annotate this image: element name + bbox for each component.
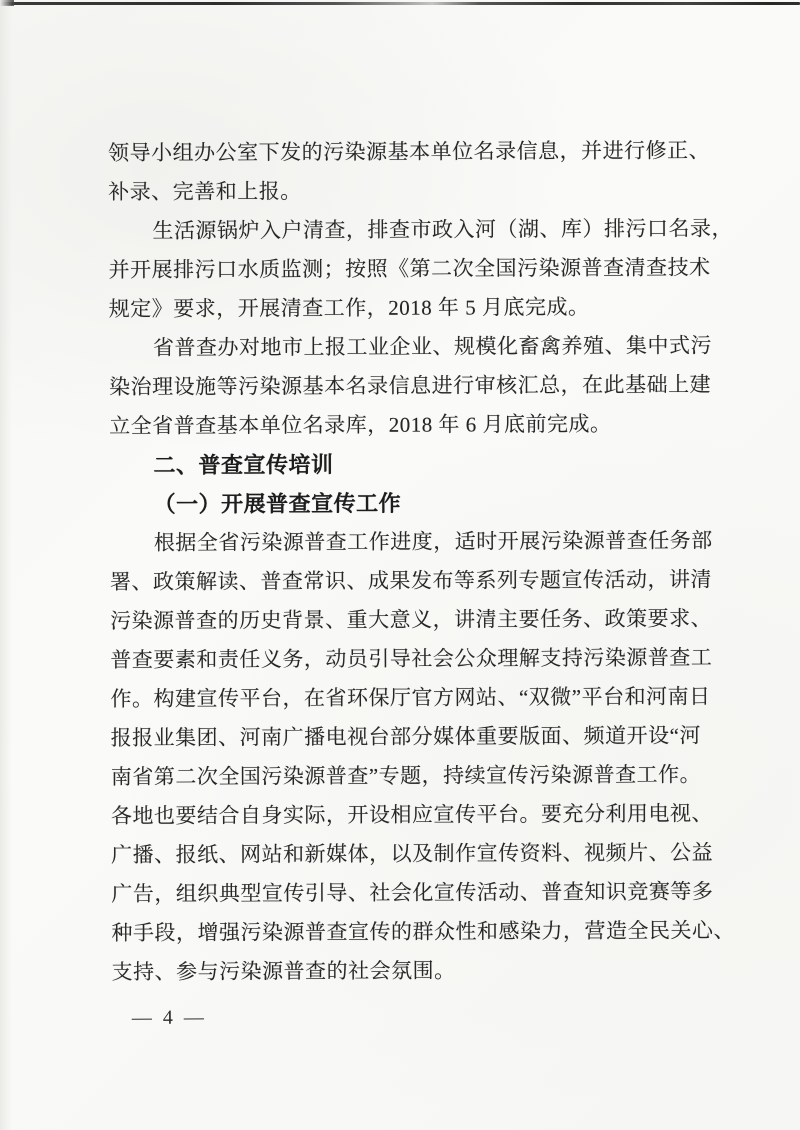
text-line: 规定》要求，开展清查工作，2018 年 5 月底完成。	[108, 294, 590, 321]
text-line: 领导小组办公室下发的污染源基本单位名录信息，并进行修正、	[108, 138, 711, 165]
text-line: 立全省普查基本单位名录库，2018 年 6 月底前完成。	[109, 411, 612, 438]
text-line: 作。构建宣传平台，在省环保厅官方网站、“双微”平台和河南日	[110, 684, 711, 711]
text-line: 支持、参与污染源普查的社会氛围。	[111, 958, 456, 984]
text-line: 广告，组织典型宣传引导、社会化宣传活动、普查知识竞赛等多	[111, 879, 714, 906]
section-heading: 二、普查宣传培训	[153, 452, 334, 478]
subsection-heading: （一）开展普查宣传工作	[153, 490, 402, 517]
text-line: 南省第二次全国污染源普查”专题，持续宣传污染源普查工作。	[110, 762, 702, 789]
text-line: 根据全省污染源普查工作进度，适时开展污染源普查任务部	[153, 528, 713, 555]
text-line: 署、政策解读、普查常识、成果发布等系列专题宣传活动，讲清	[109, 567, 713, 594]
text-line: 各地也要结合自身实际，开设相应宣传平台。要充分利用电视、	[110, 801, 714, 828]
text-line: 广播、报纸、网站和新媒体，以及制作宣传资料、视频片、公益	[111, 840, 714, 867]
text-line: 普查要素和责任义务，动员引导社会公众理解支持污染源普查工	[110, 645, 713, 672]
scan-edge-artifact	[0, 2, 800, 5]
scan-left-edge-shading	[0, 0, 12, 1130]
page-number: — 4 —	[131, 1006, 205, 1029]
text-line: 省普查办对地市上报工业企业、规模化畜禽养殖、集中式污	[152, 333, 712, 360]
text-line: 染治理设施等污染源基本名录信息进行审核汇总，在此基础上建	[109, 372, 712, 399]
text-line: 种手段，增强污染源普查宣传的群众性和感染力，营造全民关心、	[111, 918, 736, 945]
text-line: 污染源普查的历史背景、重大意义，讲清主要任务、政策要求、	[110, 606, 713, 633]
document-body	[108, 131, 736, 1032]
text-line: 生活源锅炉入户清查，排查市政入河（湖、库）排污口名录，	[152, 216, 733, 243]
text-line: 并开展排污口水质监测；按照《第二次全国污染源普查清查技术	[108, 255, 711, 282]
text-line: 补录、完善和上报。	[108, 179, 302, 204]
text-line: 报报业集团、河南广播电视台部分媒体重要版面、频道开设“河	[110, 723, 702, 750]
